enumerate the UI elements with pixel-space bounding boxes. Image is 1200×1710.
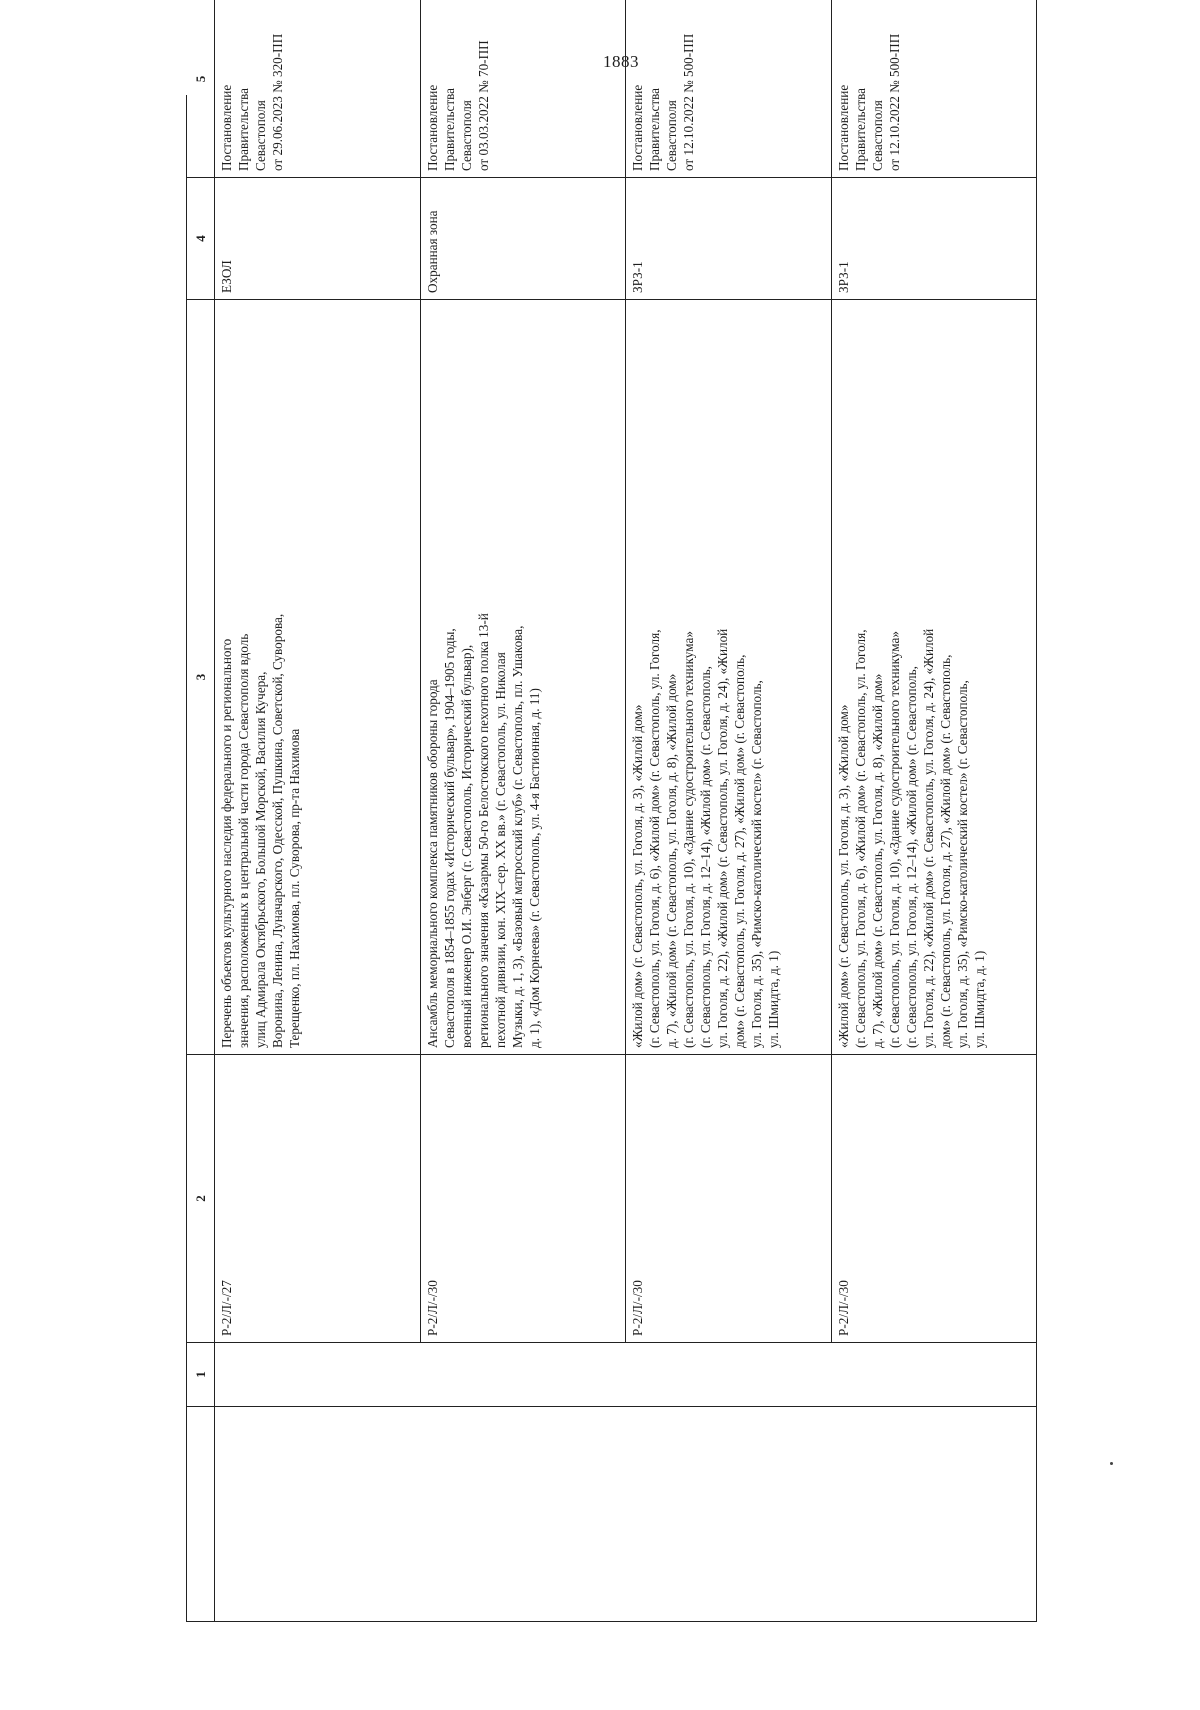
objects-line: Перечень объектов культурного наследия федерального и регионального: [219, 638, 234, 1048]
objects-line: «Жилой дом» (г. Севастополь, ул. Гоголя, д. 3), «Жилой дом»: [835, 704, 851, 1048]
row-objects-cell: [626, 299, 832, 1054]
document-line: от 12.10.2022 № 500-ПП: [886, 33, 902, 171]
objects-line: значения, расположенных в центральной части города Севастополя вдоль: [236, 633, 251, 1048]
objects-line: ул. Гоголя, д. 22), «Жилой дом» (г. Севастополь, ул. Гоголя, д. 24), «Жилой: [715, 628, 730, 1048]
row-code-cell: Р-2/Л/-/30: [626, 1054, 832, 1342]
document-line: Правительства: [852, 88, 868, 171]
objects-line: улиц Адмирала Октябрьского, Большой Морской, Василия Кучера,: [253, 671, 268, 1048]
row-zone-cell: ЗРЗ-1: [626, 177, 832, 299]
row-code-cell: Р-2/Л/-/30: [421, 1054, 627, 1342]
objects-line: Севастополя в 1854–1855 годах «Исторический бульвар», 1904–1905 годы,: [441, 628, 457, 1048]
document-line: Севастополя: [869, 100, 885, 171]
document-line: Постановление: [835, 84, 851, 171]
objects-line: (г. Севастополь, ул. Гоголя, д. 10), «Здание судостроительного техникума»: [886, 631, 902, 1048]
header-cell-2: 2: [187, 1054, 215, 1342]
document-line: Севастополя: [253, 100, 268, 171]
objects-line: военный инженер О.И. Энберг (г. Севастополь, Исторический бульвар),: [458, 644, 474, 1048]
row-zone-cell: Охранная зона: [421, 177, 627, 299]
document-line: Постановление: [630, 84, 645, 171]
page-number: 1883: [603, 52, 639, 71]
objects-line: дом» (г. Севастополь, ул. Гоголя, д. 27), «Жилой дом» (г. Севастополь,: [732, 654, 747, 1048]
header-cell-1: 1: [187, 1342, 215, 1406]
objects-line: д. 7), «Жилой дом» (г. Севастополь, ул. Гоголя, д. 8), «Жилой дом»: [664, 673, 679, 1048]
objects-line: д. 7), «Жилой дом» (г. Севастополь, ул. Гоголя, д. 8), «Жилой дом»: [869, 673, 885, 1048]
row-document-cell: [832, 0, 1038, 177]
header-cell-3: 3: [187, 299, 215, 1054]
document-line: Постановление: [424, 84, 440, 171]
header-cell-4: 4: [187, 177, 215, 299]
objects-line: Терещенко, пл. Нахимова, пл. Суворова, пр-та Нахимова: [287, 728, 302, 1048]
objects-line: (г. Севастополь, ул. Гоголя, д. 10), «Здание судостроительного техникума»: [681, 631, 696, 1048]
objects-line: ул. Гоголя, д. 35), «Римско-католический костел» (г. Севастополь,: [749, 680, 764, 1048]
objects-line: ул. Гоголя, д. 22), «Жилой дом» (г. Севастополь, ул. Гоголя, д. 24), «Жилой: [920, 628, 936, 1048]
scan-speck: [1110, 1462, 1113, 1465]
row-document-cell: [626, 0, 832, 177]
objects-line: Музыки, д. 1, 3), «Базовый матросский клуб» (г. Севастополь, пл. Ушакова,: [509, 625, 525, 1048]
document-line: Правительства: [441, 88, 457, 171]
objects-line: (г. Севастополь, ул. Гоголя, д. 6), «Жилой дом» (г. Севастополь, ул. Гоголя,: [647, 629, 662, 1048]
document-line: от 12.10.2022 № 500-ПП: [681, 33, 696, 171]
header-cell-5: 5: [187, 0, 215, 177]
row-code-cell: Р-2/Л/-/27: [215, 1054, 421, 1342]
objects-line: д. 1), «Дом Корнеева» (г. Севастополь, ул. 4-я Бастионная, д. 11): [526, 688, 542, 1048]
blank-column-cell: [215, 1406, 1037, 1621]
row-objects-cell: [421, 299, 627, 1054]
document-line: Правительства: [236, 88, 251, 171]
document-line: Правительства: [647, 88, 662, 171]
row-zone-cell: ЕЗОЛ: [215, 177, 421, 299]
row-zone-cell: ЗРЗ-1: [832, 177, 1038, 299]
document-line: от 29.06.2023 № 320-ПП: [270, 33, 285, 171]
objects-line: ул. Шмидта, д. 1): [766, 950, 781, 1048]
objects-line: Воронина, Ленина, Луначарского, Одесской, Пушкина, Советской, Суворова,: [270, 613, 285, 1048]
document-line: Севастополя: [664, 100, 679, 171]
objects-line: пехотной дивизии, кон. XIX–сер. XX вв.» (г. Севастополь, ул. Николая: [492, 652, 508, 1048]
document-line: Севастополя: [458, 100, 474, 171]
objects-line: дом» (г. Севастополь, ул. Гоголя, д. 27), «Жилой дом» (г. Севастополь,: [937, 654, 953, 1048]
header-cell-blank: [187, 1406, 215, 1621]
objects-line: (г. Севастополь, ул. Гоголя, д. 12–14), «Жилой дом» (г. Севастополь,: [698, 666, 713, 1048]
document-line: Постановление: [219, 84, 234, 171]
document-line: от 03.03.2022 № 70-ПП: [475, 40, 491, 171]
number-column-cell: [215, 1342, 1037, 1406]
row-objects-cell: [832, 299, 1038, 1054]
objects-line: Ансамбль мемориального комплекса памятников обороны города: [424, 679, 440, 1048]
objects-line: ул. Шмидта, д. 1): [971, 950, 987, 1048]
objects-line: регионального значения «Казармы 50-го Белостокского пехотного полка 13-й: [475, 613, 491, 1048]
row-objects-cell: [215, 299, 421, 1054]
objects-line: (г. Севастополь, ул. Гоголя, д. 12–14), «Жилой дом» (г. Севастополь,: [903, 666, 919, 1048]
row-document-cell: [215, 0, 421, 177]
objects-line: (г. Севастополь, ул. Гоголя, д. 6), «Жилой дом» (г. Севастополь, ул. Гоголя,: [852, 629, 868, 1048]
objects-line: «Жилой дом» (г. Севастополь, ул. Гоголя, д. 3), «Жилой дом»: [630, 704, 645, 1048]
objects-line: ул. Гоголя, д. 35), «Римско-католический костел» (г. Севастополь,: [954, 680, 970, 1048]
row-code-cell: Р-2/Л/-/30: [832, 1054, 1038, 1342]
row-document-cell: [421, 0, 627, 177]
